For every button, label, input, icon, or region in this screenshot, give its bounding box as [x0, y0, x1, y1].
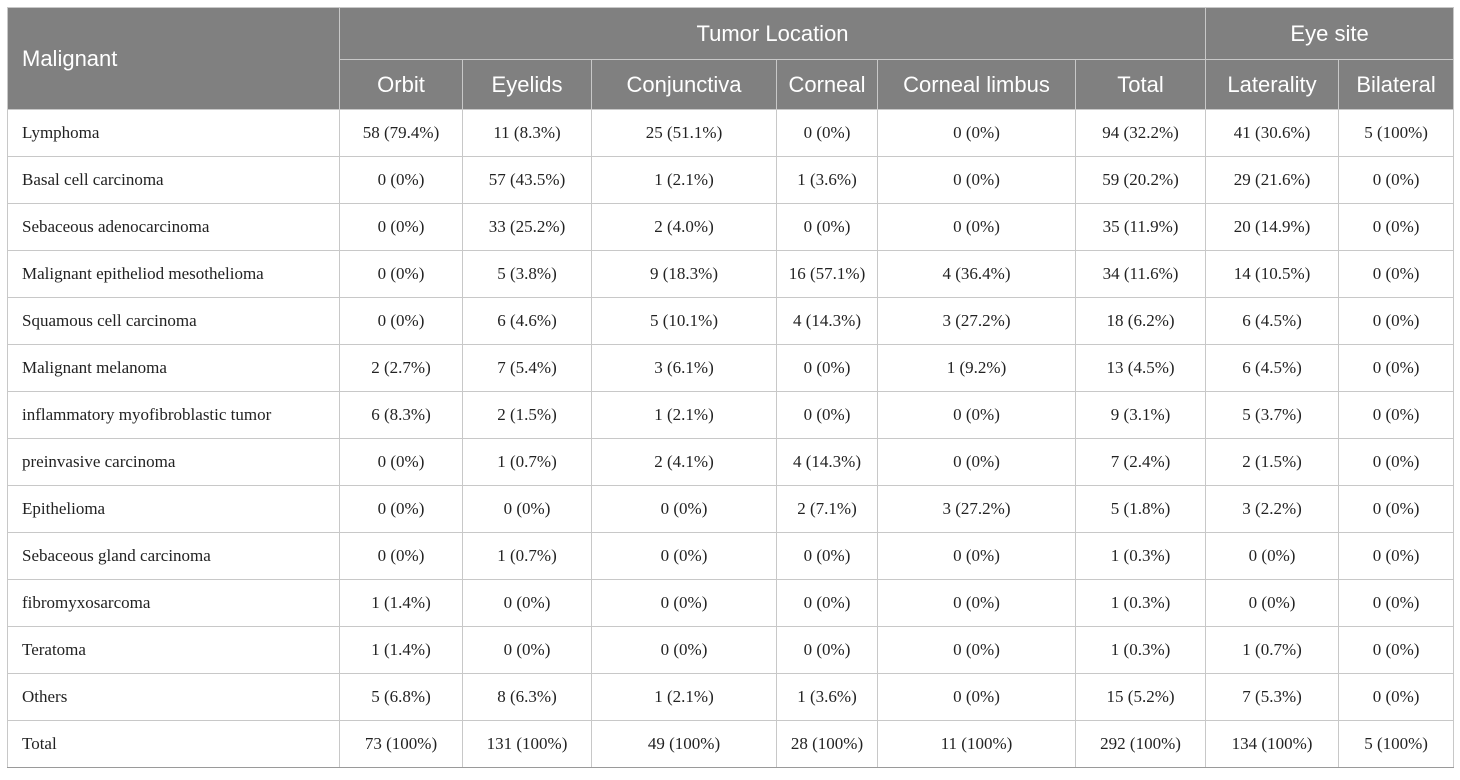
table-cell: 35 (11.9%)	[1076, 204, 1206, 251]
table-cell: 0 (0%)	[777, 580, 878, 627]
table-cell: 3 (6.1%)	[592, 345, 777, 392]
table-row	[8, 439, 1454, 486]
table-cell: 1 (0.7%)	[463, 533, 592, 580]
column-header-eyelids: Eyelids	[463, 60, 592, 110]
table-cell: 11 (8.3%)	[463, 110, 592, 157]
table-cell: 0 (0%)	[463, 627, 592, 674]
table-cell: 5 (1.8%)	[1076, 486, 1206, 533]
table-cell: 2 (4.0%)	[592, 204, 777, 251]
table-cell: 1 (1.4%)	[340, 580, 463, 627]
table-cell: 9 (3.1%)	[1076, 392, 1206, 439]
row-label: Malignant melanoma	[8, 345, 340, 392]
table-cell: 5 (100%)	[1339, 721, 1454, 768]
group-header-tumor-location: Tumor Location	[340, 8, 1206, 60]
table-row	[8, 674, 1454, 721]
table-cell: 0 (0%)	[1339, 580, 1454, 627]
malignant-tumor-table	[7, 7, 1454, 768]
column-header-laterality: Laterality	[1206, 60, 1339, 110]
table-cell: 134 (100%)	[1206, 721, 1339, 768]
table-cell: 0 (0%)	[777, 345, 878, 392]
table-cell: 0 (0%)	[1339, 439, 1454, 486]
table-cell: 1 (0.3%)	[1076, 533, 1206, 580]
table-cell: 6 (4.5%)	[1206, 298, 1339, 345]
table-row	[8, 110, 1454, 157]
row-label: Squamous cell carcinoma	[8, 298, 340, 345]
table-cell: 3 (2.2%)	[1206, 486, 1339, 533]
column-header-corneal-limbus: Corneal limbus	[878, 60, 1076, 110]
table-cell: 0 (0%)	[340, 157, 463, 204]
table-cell: 0 (0%)	[1206, 580, 1339, 627]
table-cell: 0 (0%)	[340, 204, 463, 251]
table-cell: 6 (4.6%)	[463, 298, 592, 345]
table-cell: 2 (7.1%)	[777, 486, 878, 533]
table-cell: 20 (14.9%)	[1206, 204, 1339, 251]
table-cell: 0 (0%)	[1339, 298, 1454, 345]
row-label: Teratoma	[8, 627, 340, 674]
table-row	[8, 486, 1454, 533]
table-container	[7, 7, 1453, 768]
table-cell: 58 (79.4%)	[340, 110, 463, 157]
column-header-total: Total	[1076, 60, 1206, 110]
table-cell: 14 (10.5%)	[1206, 251, 1339, 298]
row-label: Total	[8, 721, 340, 768]
table-cell: 0 (0%)	[1339, 674, 1454, 721]
table-cell: 5 (10.1%)	[592, 298, 777, 345]
table-cell: 8 (6.3%)	[463, 674, 592, 721]
table-cell: 1 (9.2%)	[878, 345, 1076, 392]
table-cell: 0 (0%)	[878, 439, 1076, 486]
table-cell: 0 (0%)	[592, 533, 777, 580]
table-cell: 0 (0%)	[878, 392, 1076, 439]
table-cell: 0 (0%)	[777, 110, 878, 157]
table-cell: 1 (2.1%)	[592, 674, 777, 721]
row-label: Sebaceous adenocarcinoma	[8, 204, 340, 251]
table-cell: 2 (1.5%)	[463, 392, 592, 439]
table-cell: 0 (0%)	[1339, 627, 1454, 674]
table-cell: 13 (4.5%)	[1076, 345, 1206, 392]
table-body	[8, 110, 1454, 768]
table-cell: 0 (0%)	[1339, 486, 1454, 533]
table-cell: 0 (0%)	[878, 533, 1076, 580]
table-cell: 6 (4.5%)	[1206, 345, 1339, 392]
table-row	[8, 533, 1454, 580]
table-cell: 0 (0%)	[463, 486, 592, 533]
table-cell: 5 (100%)	[1339, 110, 1454, 157]
table-cell: 9 (18.3%)	[592, 251, 777, 298]
table-cell: 4 (14.3%)	[777, 439, 878, 486]
table-cell: 59 (20.2%)	[1076, 157, 1206, 204]
table-cell: 1 (0.7%)	[1206, 627, 1339, 674]
table-cell: 0 (0%)	[878, 157, 1076, 204]
column-header-bilateral: Bilateral	[1339, 60, 1454, 110]
table-cell: 0 (0%)	[340, 298, 463, 345]
table-cell: 49 (100%)	[592, 721, 777, 768]
table-cell: 2 (1.5%)	[1206, 439, 1339, 486]
table-cell: 0 (0%)	[1206, 533, 1339, 580]
table-row	[8, 298, 1454, 345]
table-row	[8, 392, 1454, 439]
table-cell: 0 (0%)	[777, 533, 878, 580]
table-cell: 29 (21.6%)	[1206, 157, 1339, 204]
table-cell: 6 (8.3%)	[340, 392, 463, 439]
table-cell: 0 (0%)	[777, 204, 878, 251]
table-cell: 0 (0%)	[592, 580, 777, 627]
table-cell: 0 (0%)	[1339, 392, 1454, 439]
table-row	[8, 627, 1454, 674]
table-cell: 0 (0%)	[1339, 251, 1454, 298]
table-cell: 5 (6.8%)	[340, 674, 463, 721]
table-cell: 5 (3.7%)	[1206, 392, 1339, 439]
column-header-orbit: Orbit	[340, 60, 463, 110]
table-cell: 25 (51.1%)	[592, 110, 777, 157]
table-cell: 15 (5.2%)	[1076, 674, 1206, 721]
table-cell: 33 (25.2%)	[463, 204, 592, 251]
row-label: Others	[8, 674, 340, 721]
table-header	[8, 8, 1454, 110]
table-cell: 57 (43.5%)	[463, 157, 592, 204]
table-cell: 7 (5.4%)	[463, 345, 592, 392]
table-cell: 0 (0%)	[340, 251, 463, 298]
group-header-eye-site: Eye site	[1206, 8, 1454, 60]
table-cell: 1 (3.6%)	[777, 674, 878, 721]
table-cell: 73 (100%)	[340, 721, 463, 768]
table-cell: 0 (0%)	[340, 533, 463, 580]
table-cell: 1 (2.1%)	[592, 157, 777, 204]
column-header-conjunctiva: Conjunctiva	[592, 60, 777, 110]
table-cell: 28 (100%)	[777, 721, 878, 768]
table-cell: 0 (0%)	[878, 627, 1076, 674]
row-label: Lymphoma	[8, 110, 340, 157]
table-cell: 3 (27.2%)	[878, 298, 1076, 345]
table-cell: 0 (0%)	[340, 486, 463, 533]
row-label: Malignant epitheliod mesothelioma	[8, 251, 340, 298]
table-cell: 0 (0%)	[777, 392, 878, 439]
table-cell: 0 (0%)	[878, 204, 1076, 251]
table-cell: 0 (0%)	[592, 486, 777, 533]
table-cell: 1 (0.7%)	[463, 439, 592, 486]
table-cell: 7 (5.3%)	[1206, 674, 1339, 721]
table-cell: 7 (2.4%)	[1076, 439, 1206, 486]
table-cell: 5 (3.8%)	[463, 251, 592, 298]
table-cell: 3 (27.2%)	[878, 486, 1076, 533]
table-row	[8, 345, 1454, 392]
table-row	[8, 721, 1454, 768]
table-cell: 0 (0%)	[1339, 204, 1454, 251]
table-cell: 0 (0%)	[1339, 533, 1454, 580]
table-cell: 2 (4.1%)	[592, 439, 777, 486]
table-cell: 41 (30.6%)	[1206, 110, 1339, 157]
table-row	[8, 251, 1454, 298]
column-header-corneal: Corneal	[777, 60, 878, 110]
table-cell: 18 (6.2%)	[1076, 298, 1206, 345]
table-row	[8, 157, 1454, 204]
table-cell: 1 (3.6%)	[777, 157, 878, 204]
table-cell: 11 (100%)	[878, 721, 1076, 768]
table-cell: 1 (0.3%)	[1076, 580, 1206, 627]
table-cell: 0 (0%)	[878, 580, 1076, 627]
table-cell: 0 (0%)	[878, 674, 1076, 721]
table-cell: 0 (0%)	[777, 627, 878, 674]
table-cell: 131 (100%)	[463, 721, 592, 768]
table-cell: 1 (1.4%)	[340, 627, 463, 674]
table-cell: 4 (36.4%)	[878, 251, 1076, 298]
table-cell: 94 (32.2%)	[1076, 110, 1206, 157]
corner-header: Malignant	[8, 8, 340, 110]
table-cell: 34 (11.6%)	[1076, 251, 1206, 298]
row-label: fibromyxosarcoma	[8, 580, 340, 627]
table-cell: 292 (100%)	[1076, 721, 1206, 768]
row-label: inflammatory myofibroblastic tumor	[8, 392, 340, 439]
table-cell: 0 (0%)	[592, 627, 777, 674]
row-label: Sebaceous gland carcinoma	[8, 533, 340, 580]
row-label: Epithelioma	[8, 486, 340, 533]
table-row	[8, 204, 1454, 251]
row-label: Basal cell carcinoma	[8, 157, 340, 204]
table-cell: 0 (0%)	[463, 580, 592, 627]
table-cell: 0 (0%)	[878, 110, 1076, 157]
table-cell: 0 (0%)	[340, 439, 463, 486]
table-cell: 16 (57.1%)	[777, 251, 878, 298]
table-cell: 0 (0%)	[1339, 157, 1454, 204]
table-cell: 2 (2.7%)	[340, 345, 463, 392]
table-cell: 1 (0.3%)	[1076, 627, 1206, 674]
table-cell: 4 (14.3%)	[777, 298, 878, 345]
table-cell: 0 (0%)	[1339, 345, 1454, 392]
table-row	[8, 580, 1454, 627]
table-cell: 1 (2.1%)	[592, 392, 777, 439]
row-label: preinvasive carcinoma	[8, 439, 340, 486]
